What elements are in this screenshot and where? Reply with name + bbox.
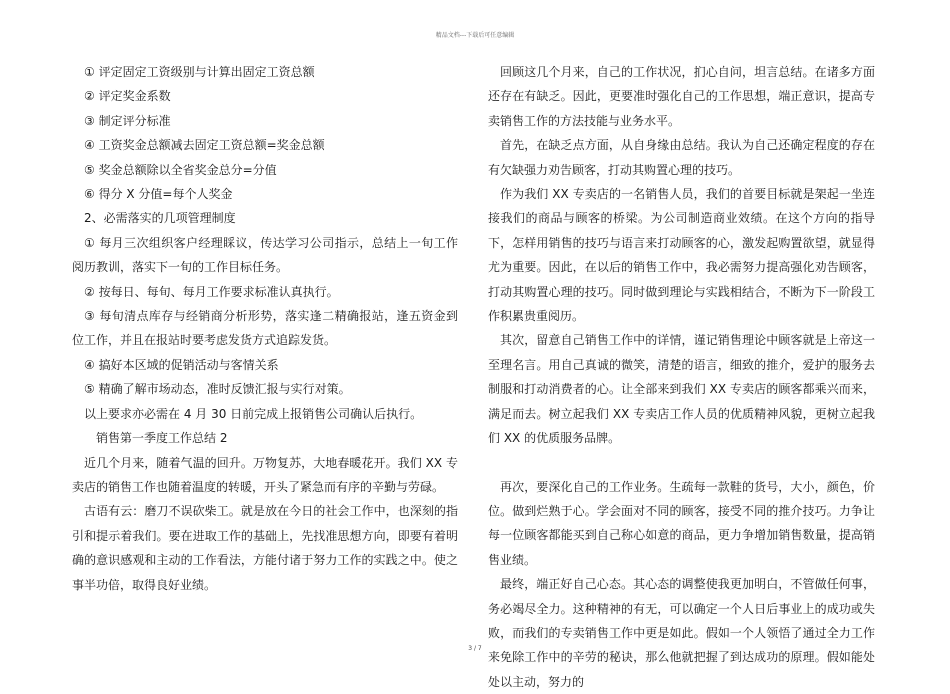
paragraph-gap	[488, 451, 875, 475]
left-column	[72, 60, 458, 597]
paragraph: 近几个月来，随着气温的回升。万物复苏，大地春暖花开。我们 XX 专卖店的销售工作也随着温度的转暖，开头了紧急而有序的辛勤与劳碌。	[72, 455, 458, 494]
paragraph: 其次，留意自己销售工作中的详情，谨记销售理论中顾客就是上帝这一至理名言。用自己真诚的微笑，清楚的语言，细致的推介，爱护的服务去制服和打动消费者的心。让全部来到我们 XX 专卖店的顾客都乘兴而来，满足而去。树立起我们 XX 专卖店工作人员的优质精神风貌，更树立起我们 XX 的优质服务品牌。	[488, 333, 875, 446]
paragraph: ⑤ 精确了解市场动态，准时反馈汇报与实行对策。	[84, 382, 351, 397]
paragraph: 首先，在缺乏点方面，从自身缘由总结。我认为自己还确定程度的存在有欠缺强力劝告顾客，打动其购置心理的技巧。	[488, 138, 875, 177]
paragraph: ④ 工资奖金总额减去固定工资总额=奖金总额	[84, 138, 325, 153]
paragraph: 作为我们 XX 专卖店的一名销售人员，我们的首要目标就是架起一坐连接我们的商品与顾客的桥梁。为公司制造商业效绩。在这个方向的指导下，怎样用销售的技巧与语言来打动顾客的心，激发起购置欲望，就显得尤为重要。因此，在以后的销售工作中，我必需努力提高强化劝告顾客，打动其购置心理的技巧。同时做到理论与实践相结合，不断为下一阶段工作积累贵重阅历。	[488, 187, 875, 324]
page-number: 3 / 7	[468, 645, 482, 652]
right-column	[488, 60, 875, 694]
paragraph: 再次，要深化自己的工作业务。生疏每一款鞋的货号，大小，颜色，价位。做到烂熟于心。学会面对不同的顾客，接受不同的推介技巧。力争让每一位顾客都能买到自己称心如意的商品，更力争增加销售数量，提高销售业绩。	[488, 479, 875, 567]
paragraph: 2、必需落实的几项管理制度	[84, 211, 236, 226]
paragraph: ④ 搞好本区域的促销活动与客情关系	[84, 357, 279, 372]
paragraph: ① 评定固定工资级别与计算出固定工资总额	[84, 65, 315, 79]
paragraph: ③ 制定评分标准	[84, 113, 171, 128]
paragraph: ② 评定奖金系数	[84, 89, 171, 104]
paragraph: 古语有云：磨刀不误砍柴工。就是放在今日的社会工作中，也深刻的指引和提示着我们。要在进取工作的基础上，先找准思想方向，即要有着明确的意识感观和主动的工作看法，方能付诸于努力工作的实践之中。使之事半功倍，取得良好业绩。	[72, 504, 458, 592]
paragraph: ⑥ 得分 X 分值=每个人奖金	[84, 187, 233, 202]
paragraph: ② 按每日、每旬、每月工作要求标准认真执行。	[84, 284, 339, 299]
paragraph: 销售第一季度工作总结 2	[96, 431, 228, 446]
paragraph: ⑤ 奖金总额除以全省奖金总分=分值	[84, 162, 277, 177]
paragraph: 最终，端正好自己心态。其心态的调整使我更加明白，不管做任何事，务必竭尽全力。这种精神的有无，可以确定一个人日后事业上的成功或失败，而我们的专卖销售工作中更是如此。假如一个人领悟了通过全力工作来免除工作中的辛劳的秘诀，那么他就把握了到达成功的原理。假如能处处以主动，努力的	[488, 577, 875, 689]
page-header: 精品文档---下载后可任意编辑	[435, 32, 515, 39]
paragraph: ① 每月三次组织客户经理睬议，传达学习公司指示，总结上一旬工作阅历教训，落实下一旬的工作目标任务。	[72, 235, 458, 275]
paragraph: ③ 每旬清点库存与经销商分析形势，落实逢二精确报站，逢五资金到位工作，并且在报站时要考虑发货方式追踪发货。	[72, 309, 458, 348]
paragraph: 以上要求亦必需在 4 月 30 日前完成上报销售公司确认后执行。	[84, 406, 423, 421]
paragraph: 回顾这几个月来，自己的工作状况，扪心自问，坦言总结。在诸多方面还存在有缺乏。因此，更要准时强化自己的工作思想，端正意识，提高专卖销售工作的方法技能与业务水平。	[488, 65, 875, 128]
